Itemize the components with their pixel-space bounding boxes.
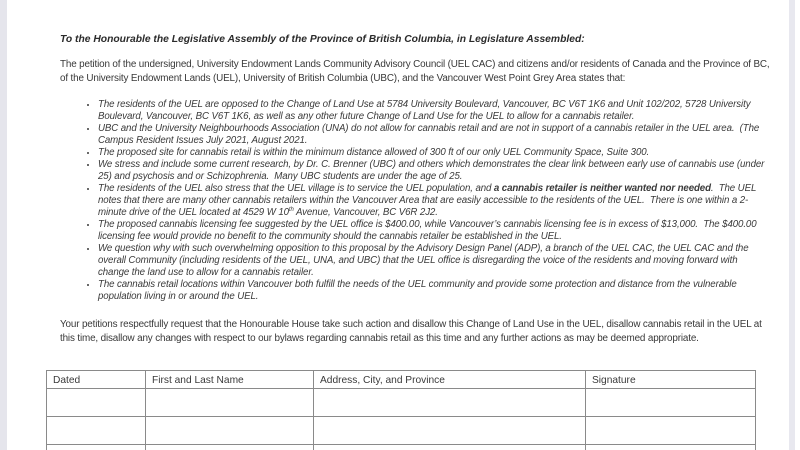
signature-cell	[586, 417, 756, 445]
signature-cell	[47, 389, 146, 417]
page-edge-left	[0, 0, 7, 450]
grievance-bullet	[98, 243, 770, 279]
bullet-text: The cannabis retail locations within Vancouver both fulfill the needs of the UEL community and provide some protection and distance from the vulnerable population living in or around the UEL.	[98, 279, 740, 302]
signature-row	[47, 389, 756, 417]
salutation-heading: To the Honourable the Legislative Assembly of the Province of British Columbia, in Legislature Assembled:	[60, 34, 585, 45]
signature-cell	[146, 389, 314, 417]
signature-cell	[314, 389, 586, 417]
grievance-bullet	[98, 219, 770, 243]
signature-column-header: Signature	[586, 371, 756, 389]
signature-cell	[586, 389, 756, 417]
intro-paragraph: The petition of the undersigned, University Endowment Lands Community Advisory Council (UEL CAC) and citizens and/or residents of Canada and the Province of BC, of the University Endowment Lands (UEL), University of British Columbia (UBC), and the Vancouver West Point Grey Area states that:	[60, 59, 773, 84]
bullet-text: The proposed site for cannabis retail is within the minimum distance allowed of 300 ft of our only UEL Community Space, Suite 300.	[98, 147, 650, 158]
grievance-bullet	[98, 183, 770, 219]
signature-row	[47, 445, 756, 450]
bullet-text: Avenue, Vancouver, BC V6R 2J2.	[293, 207, 438, 218]
bullet-text: The residents of the UEL also stress that the UEL village is to service the UEL population, and	[98, 183, 494, 194]
signature-column-header: First and Last Name	[146, 371, 314, 389]
signature-column-header: Address, City, and Province	[314, 371, 586, 389]
bullet-text: We question why with such overwhelming opposition to this proposal by the Advisory Design Panel (ADP), a branch of the UEL CAC, the UEL CAC and the overall Community (including residents of the UEL, UNA, and UBC) that the UEL office is disregarding the voice of the residents and moving forward with change the land use to allow for a cannabis retailer.	[98, 243, 752, 278]
bullet-superscript: th	[288, 206, 294, 213]
bullet-text: . The UEL notes that there are many other cannabis retailers within the Vancouver Area that are easily accessible to the residents of the UEL. There is one within a 2-minute drive of the UEL located at 4529 W 10	[98, 183, 759, 218]
grievance-bullet-list	[60, 99, 770, 303]
grievance-bullet	[98, 159, 770, 183]
signature-row	[47, 417, 756, 445]
signature-column-header: Dated	[47, 371, 146, 389]
bullet-text: The residents of the UEL are opposed to the Change of Land Use at 5784 University Boulevard, Vancouver, BC V6T 1K6 and Unit 102/202, 5728 University Boulevard, Vancouver, BC V6T 1K6, as well as any other future Change of Land Use for the UEL to allow for a cannabis retailer.	[98, 99, 754, 122]
grievance-bullet	[98, 147, 770, 159]
signature-cell	[146, 445, 314, 450]
signature-table	[46, 370, 756, 450]
signature-cell	[314, 417, 586, 445]
signature-cell	[586, 445, 756, 450]
grievance-bullet	[98, 123, 770, 147]
bullet-text: We stress and include some current research, by Dr. C. Brenner (UBC) and others which demonstrates the clear link between early use of cannabis use (under 25) and psychosis and or Schizophrenia. Many UBC students are under the age of 25.	[98, 159, 767, 182]
page-edge-right	[789, 0, 795, 450]
signature-cell	[47, 417, 146, 445]
signature-table-header-row	[47, 371, 756, 389]
grievance-bullet	[98, 279, 770, 303]
bullet-bold-text: a cannabis retailer is neither wanted nor needed	[493, 183, 711, 194]
signature-cell	[47, 445, 146, 450]
grievance-bullet	[98, 99, 770, 123]
signature-cell	[314, 445, 586, 450]
bullet-text: The proposed cannabis licensing fee suggested by the UEL office is $400.00, while Vancouver’s cannabis licensing fee is in excess of $13,000. The $400.00 licensing fee would provide no benefit to the community should the cannabis retailer be established in the UEL.	[98, 219, 760, 242]
bullet-text: UBC and the University Neighbourhoods Association (UNA) do not allow for cannabis retail and are not in support of a cannabis retailer in the UEL area. (The Campus Resident Issues July 2021, August 2021.	[98, 123, 762, 146]
request-paragraph: Your petitions respectfully request that the Honourable House take such action and disallow this Change of Land Use in the UEL, disallow cannabis retail in the UEL at this time, disallow any changes with respect to our bylaws regarding cannabis retail as this time and any further actions as may be deemed appropriate.	[60, 319, 765, 344]
signature-cell	[146, 417, 314, 445]
